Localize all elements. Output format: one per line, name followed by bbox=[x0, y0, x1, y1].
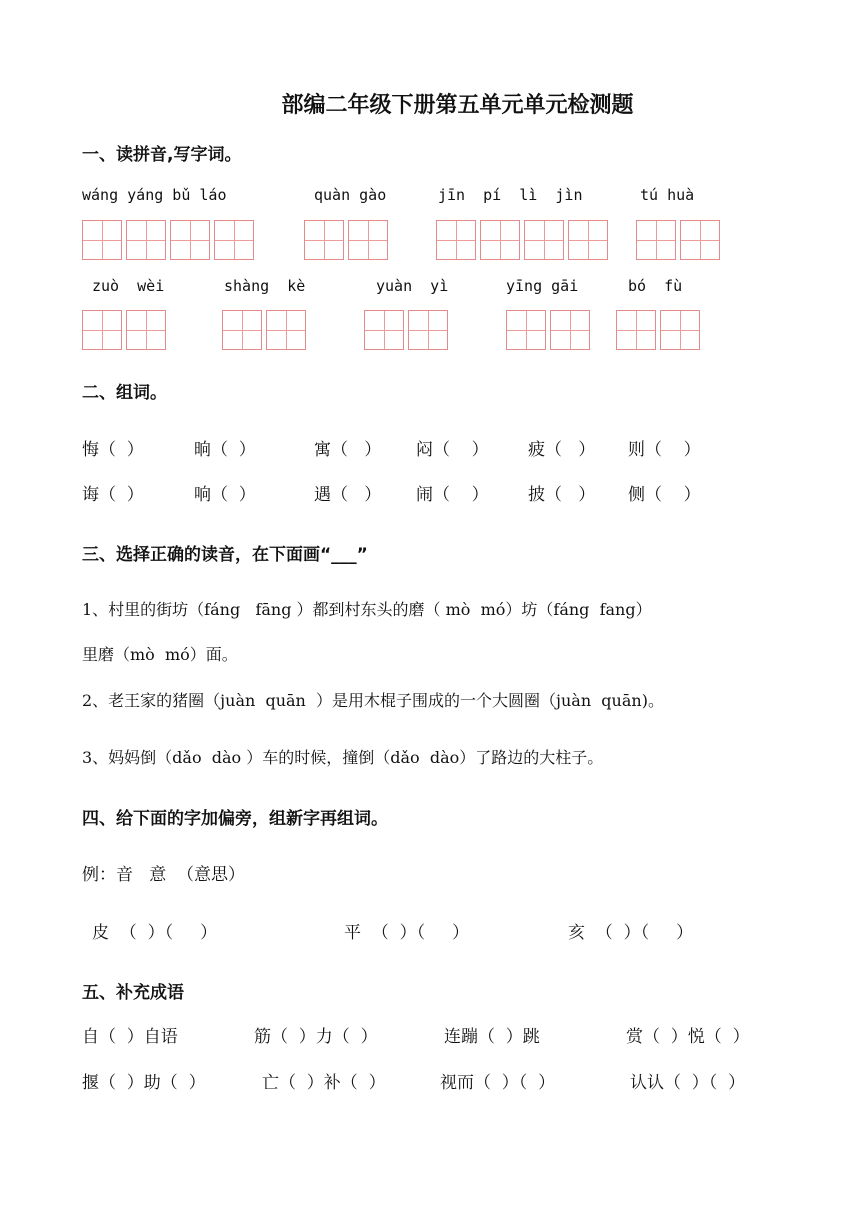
writing-cell[interactable] bbox=[408, 310, 448, 350]
writing-cell[interactable] bbox=[170, 220, 210, 260]
writing-grid[interactable] bbox=[364, 310, 448, 350]
idiom-item: 认认（ ）（ ） bbox=[630, 1073, 746, 1093]
pinyin-label: wáng yáng bǔ láo bbox=[82, 186, 227, 204]
word-item: 悔（ ） bbox=[82, 440, 144, 460]
radical-item: 皮 （ ）（ ） bbox=[92, 923, 218, 943]
writing-grid[interactable] bbox=[636, 220, 720, 260]
idiom-item: 筋（ ）力（ ） bbox=[254, 1027, 378, 1047]
idiom-item: 亡（ ）补（ ） bbox=[262, 1073, 386, 1093]
pinyin-label: bó fù bbox=[628, 277, 683, 295]
writing-cell[interactable] bbox=[616, 310, 656, 350]
question-line: 2、老王家的猪圈（juàn quān ）是用木棍子围成的一个大圆圈（juàn quān)。 bbox=[82, 691, 664, 710]
word-item: 晌（ ） bbox=[194, 440, 256, 460]
question-line: 里磨（mò mó）面。 bbox=[82, 645, 238, 664]
writing-cell[interactable] bbox=[82, 310, 122, 350]
question-line: 3、妈妈倒（dǎo dào ）车的时候，撞倒（dǎo dào）了路边的大柱子。 bbox=[82, 748, 604, 767]
word-item: 闹（ ） bbox=[416, 485, 489, 505]
section-4-heading: 四、给下面的字加偏旁，组新字再组词。 bbox=[82, 809, 388, 829]
idiom-item: 赏（ ）悦（ ） bbox=[626, 1027, 750, 1047]
idiom-item: 视而（ ）（ ） bbox=[440, 1073, 556, 1093]
word-item: 则（ ） bbox=[628, 440, 701, 460]
idiom-item: 揠（ ）助（ ） bbox=[82, 1073, 206, 1093]
pinyin-label: tú huà bbox=[640, 186, 695, 204]
writing-cell[interactable] bbox=[214, 220, 254, 260]
pinyin-label: shàng kè bbox=[224, 277, 306, 295]
writing-cell[interactable] bbox=[82, 220, 122, 260]
pinyin-label: zuò wèi bbox=[92, 277, 165, 295]
word-item: 侧（ ） bbox=[628, 485, 701, 505]
writing-grid[interactable] bbox=[506, 310, 590, 350]
writing-cell[interactable] bbox=[550, 310, 590, 350]
writing-cell[interactable] bbox=[506, 310, 546, 350]
word-item: 诲（ ） bbox=[82, 485, 144, 505]
writing-cell[interactable] bbox=[126, 220, 166, 260]
writing-cell[interactable] bbox=[364, 310, 404, 350]
writing-grid[interactable] bbox=[436, 220, 608, 260]
writing-grid[interactable] bbox=[82, 310, 166, 350]
word-item: 闷（ ） bbox=[416, 440, 489, 460]
writing-grid[interactable] bbox=[222, 310, 306, 350]
writing-cell[interactable] bbox=[636, 220, 676, 260]
section-1-heading: 一、读拼音,写字词。 bbox=[82, 145, 242, 165]
writing-cell[interactable] bbox=[126, 310, 166, 350]
pinyin-label: quàn gào bbox=[314, 186, 387, 204]
word-item: 遇（ ） bbox=[314, 485, 382, 505]
radical-item: 亥 （ ）（ ） bbox=[568, 923, 694, 943]
writing-cell[interactable] bbox=[348, 220, 388, 260]
writing-cell[interactable] bbox=[660, 310, 700, 350]
writing-cell[interactable] bbox=[524, 220, 564, 260]
example-line: 例：音 意 （意思） bbox=[82, 865, 246, 885]
writing-grid[interactable] bbox=[82, 220, 254, 260]
pinyin-label: jīn pí lì jìn bbox=[438, 186, 583, 204]
idiom-item: 连蹦（ ）跳 bbox=[444, 1027, 540, 1047]
question-line: 1、村里的街坊（fáng fāng ）都到村东头的磨（ mò mó）坊（fáng fang） bbox=[82, 600, 652, 619]
writing-cell[interactable] bbox=[222, 310, 262, 350]
word-item: 寓（ ） bbox=[314, 440, 382, 460]
section-3-heading: 三、选择正确的读音，在下面画“___” bbox=[82, 545, 368, 565]
word-item: 披（ ） bbox=[528, 485, 596, 505]
pinyin-label: yīng gāi bbox=[506, 277, 579, 295]
word-item: 疲（ ） bbox=[528, 440, 596, 460]
page-title: 部编二年级下册第五单元单元检测题 bbox=[281, 93, 634, 118]
writing-grid[interactable] bbox=[616, 310, 700, 350]
writing-cell[interactable] bbox=[304, 220, 344, 260]
radical-item: 平 （ ）（ ） bbox=[344, 923, 470, 943]
writing-cell[interactable] bbox=[480, 220, 520, 260]
writing-cell[interactable] bbox=[266, 310, 306, 350]
section-2-heading: 二、组词。 bbox=[82, 383, 167, 403]
writing-cell[interactable] bbox=[680, 220, 720, 260]
pinyin-label: yuàn yì bbox=[376, 277, 449, 295]
idiom-item: 自（ ）自语 bbox=[82, 1027, 178, 1047]
word-item: 响（ ） bbox=[194, 485, 256, 505]
writing-grid[interactable] bbox=[304, 220, 388, 260]
writing-cell[interactable] bbox=[568, 220, 608, 260]
writing-cell[interactable] bbox=[436, 220, 476, 260]
section-5-heading: 五、补充成语 bbox=[82, 983, 184, 1003]
